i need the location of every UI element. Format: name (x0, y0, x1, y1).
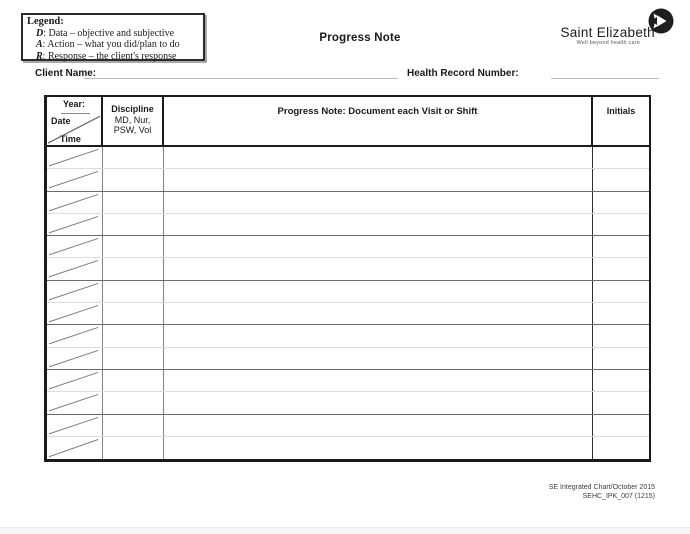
date-time-diagonal-line (47, 325, 102, 346)
legend-text-d: : Data – objective and subjective (43, 27, 175, 39)
note-cell (164, 415, 593, 436)
date-time-cell (47, 348, 103, 369)
note-cell (164, 147, 593, 168)
initials-cell (593, 437, 649, 459)
table-row (47, 214, 649, 236)
initials-cell (593, 348, 649, 369)
initials-cell (593, 192, 649, 213)
legend-item-response (27, 51, 199, 63)
saint-elizabeth-logo-text: Saint Elizabeth (560, 25, 655, 40)
discipline-cell (103, 214, 164, 235)
discipline-cell (103, 325, 164, 346)
date-label: Date (51, 116, 71, 126)
date-time-cell (47, 392, 103, 413)
initials-cell (593, 415, 649, 436)
discipline-title: Discipline (111, 104, 154, 114)
date-time-cell (47, 415, 103, 436)
legend-text-a: : Action – what you did/plan to do (42, 39, 180, 50)
health-record-number-label: Health Record Number: (407, 68, 519, 79)
date-time-cell (47, 192, 103, 213)
table-row (47, 192, 649, 214)
discipline-cell (103, 303, 164, 324)
table-row (47, 147, 649, 169)
note-cell (164, 325, 593, 346)
date-time-diagonal-line (47, 281, 102, 302)
table-row (47, 370, 649, 392)
initials-cell (593, 169, 649, 190)
date-time-cell (47, 169, 103, 190)
header-cell-date-time (47, 97, 103, 145)
date-time-cell (47, 370, 103, 391)
discipline-cell (103, 415, 164, 436)
date-time-diagonal-line (47, 437, 102, 459)
table-header-row (47, 97, 649, 147)
discipline-cell (103, 392, 164, 413)
client-name-label: Client Name: (35, 68, 97, 79)
date-time-cell (47, 325, 103, 346)
discipline-cell (103, 348, 164, 369)
note-cell (164, 370, 593, 391)
discipline-cell (103, 147, 164, 168)
note-cell (164, 437, 593, 459)
discipline-line2: MD, Nur, (114, 114, 151, 125)
table-row (47, 258, 649, 280)
table-row (47, 281, 649, 303)
date-time-diagonal-line (47, 147, 102, 168)
health-record-number-writein-line (551, 64, 659, 79)
initials-cell (593, 325, 649, 346)
date-time-diagonal-line (47, 415, 102, 436)
date-time-diagonal-line (47, 303, 102, 324)
initials-cell (593, 392, 649, 413)
year-label: Year: (62, 99, 86, 109)
date-time-cell (47, 236, 103, 257)
header-cell-discipline (103, 97, 164, 145)
date-time-diagonal-line (47, 258, 102, 279)
discipline-cell (103, 437, 164, 459)
table-row (47, 348, 649, 370)
date-time-diagonal-line (47, 169, 102, 190)
date-time-diagonal-line (47, 236, 102, 257)
date-time-diagonal-line (47, 370, 102, 391)
date-time-diagonal-line (47, 214, 102, 235)
note-cell (164, 303, 593, 324)
legend-text-r: : Response – the client's response (42, 50, 177, 62)
initials-cell (593, 147, 649, 168)
note-cell (164, 258, 593, 279)
table-row (47, 303, 649, 325)
page-title: Progress Note (319, 32, 401, 44)
legend-key-r: R (36, 50, 43, 62)
note-cell (164, 169, 593, 190)
header-cell-initials: Initials (606, 106, 636, 116)
footer-line1: SE Integrated Chart/October 2015 (548, 484, 655, 491)
table-row (47, 392, 649, 414)
initials-cell (593, 281, 649, 302)
discipline-line3: PSW, Vol (113, 125, 152, 135)
table-row (47, 415, 649, 437)
note-cell (164, 348, 593, 369)
table-row (47, 437, 649, 459)
discipline-cell (103, 258, 164, 279)
initials-cell (593, 214, 649, 235)
date-time-diagonal-line (47, 392, 102, 413)
table-body (47, 147, 649, 459)
page-bottom-edge (0, 527, 690, 534)
legend-key-a: A (36, 39, 43, 50)
discipline-cell (103, 370, 164, 391)
progress-note-table (44, 95, 651, 462)
footer-line2: SEHC_IPK_007 (1215) (582, 492, 655, 500)
date-time-cell (47, 281, 103, 302)
logo-tagline: Well beyond health care (576, 40, 640, 46)
legend-key-d: D (36, 27, 44, 39)
date-time-cell (47, 437, 103, 459)
date-time-diagonal-line (47, 192, 102, 213)
client-name-writein-line (84, 64, 398, 79)
date-time-cell (47, 147, 103, 168)
legend-heading: Legend: (27, 16, 64, 27)
date-time-cell (47, 258, 103, 279)
legend-item-data (27, 28, 199, 40)
legend-box (21, 13, 205, 61)
note-cell (164, 236, 593, 257)
form-footer (549, 484, 655, 501)
note-cell (164, 281, 593, 302)
initials-cell (593, 370, 649, 391)
time-label: Time (60, 134, 81, 144)
table-row (47, 325, 649, 347)
date-time-cell (47, 214, 103, 235)
table-row (47, 236, 649, 258)
date-time-cell (47, 303, 103, 324)
table-row (47, 169, 649, 191)
discipline-cell (103, 281, 164, 302)
date-time-diagonal-line (47, 97, 101, 145)
initials-cell (593, 236, 649, 257)
initials-cell (593, 258, 649, 279)
note-cell (164, 214, 593, 235)
discipline-cell (103, 169, 164, 190)
legend-item-action (27, 39, 199, 51)
date-time-diagonal-line (47, 348, 102, 369)
note-cell (164, 192, 593, 213)
note-cell (164, 392, 593, 413)
discipline-cell (103, 236, 164, 257)
discipline-cell (103, 192, 164, 213)
header-cell-progress-note: Progress Note: Document each Visit or Shift (164, 97, 593, 145)
initials-cell (593, 303, 649, 324)
